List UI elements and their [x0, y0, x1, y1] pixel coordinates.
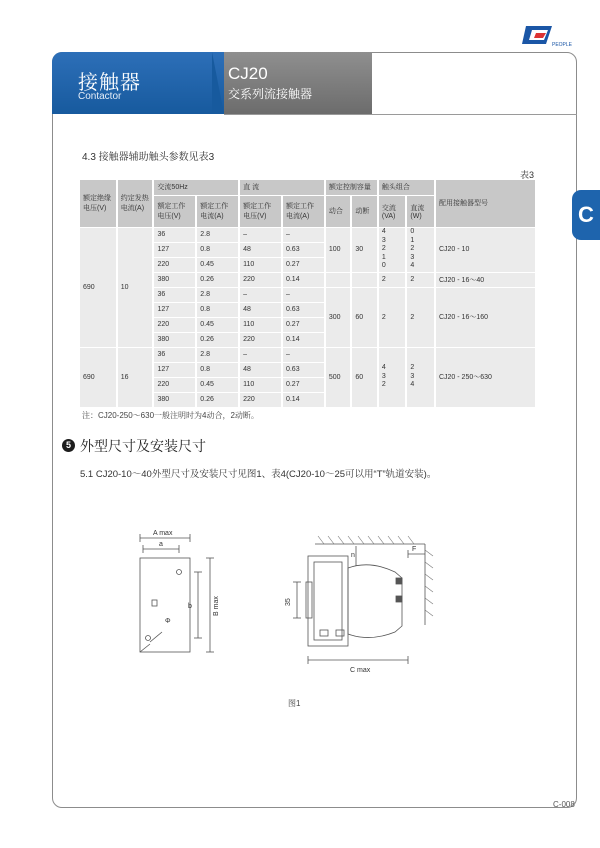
cell: 220 — [239, 272, 282, 287]
cell: 0.63 — [282, 362, 325, 377]
cell: 0.26 — [196, 272, 239, 287]
cell-ins-voltage: 690 — [80, 347, 117, 407]
cell — [325, 272, 352, 287]
cell: 380 — [153, 272, 196, 287]
cell: 127 — [153, 362, 196, 377]
cell-make: 300 — [325, 287, 352, 347]
cell-thermal: 10 — [117, 227, 154, 347]
chapter-tab[interactable]: C — [572, 190, 600, 240]
label-b-max: B max — [213, 596, 220, 616]
header-rule — [224, 114, 577, 115]
cell: – — [282, 287, 325, 302]
col-ac: 交流50Hz — [153, 180, 239, 195]
col-ac-voltage: 额定工作电压(V) — [153, 195, 196, 227]
label-a: a — [159, 541, 163, 548]
col-dc-current: 额定工作电流(A) — [282, 195, 325, 227]
cell: 36 — [153, 347, 196, 362]
cell: 110 — [239, 377, 282, 392]
cell-combo-dc: 0 1 2 3 4 — [406, 227, 435, 272]
col-ac-va: 交流(VA) — [378, 195, 407, 227]
col-rated-ins-voltage: 额定绝缘电压(V) — [80, 180, 117, 227]
cell: 0.26 — [196, 332, 239, 347]
cell: 0.14 — [282, 332, 325, 347]
col-model: 配用接触器型号 — [435, 180, 536, 227]
col-thermal-current: 约定发热电流(A) — [117, 180, 154, 227]
cell: 220 — [153, 257, 196, 272]
cell: 2.8 — [196, 347, 239, 362]
cell: 0.27 — [282, 317, 325, 332]
page-frame — [52, 52, 577, 808]
cell-combo-ac: 4 3 2 1 0 — [378, 227, 407, 272]
col-rated-ctrl: 额定控制容量 — [325, 180, 378, 195]
header-notch — [212, 52, 224, 114]
table-row — [80, 347, 536, 362]
cell: – — [239, 227, 282, 242]
dimension-drawing — [110, 520, 450, 690]
cell — [351, 272, 378, 287]
label-rail: 35 — [285, 598, 292, 606]
cell-ins-voltage: 690 — [80, 227, 117, 347]
cell: 0.45 — [196, 257, 239, 272]
cell: 36 — [153, 287, 196, 302]
cell-combo-ac: 2 — [378, 287, 407, 347]
brand-logo — [522, 24, 572, 50]
aux-contact-table — [80, 180, 537, 408]
cell: 0.14 — [282, 392, 325, 407]
col-contact-combo: 触头组合 — [378, 180, 435, 195]
cell: 0.27 — [282, 377, 325, 392]
col-dc-voltage: 额定工作电压(V) — [239, 195, 282, 227]
cell: 110 — [239, 317, 282, 332]
cell: 220 — [153, 317, 196, 332]
cell: 0.8 — [196, 302, 239, 317]
model-title: CJ20 — [228, 64, 268, 83]
cell-model: CJ20 - 10 — [435, 227, 536, 272]
cell-model: CJ20 - 16～40 — [435, 272, 536, 287]
cell: 220 — [239, 392, 282, 407]
cell-combo-ac: 4 3 2 — [378, 347, 407, 407]
cell-model: CJ20 - 250～630 — [435, 347, 536, 407]
section-4-3-heading: 4.3 接触器辅助触头参数见表3 — [82, 152, 215, 163]
cell-break: 60 — [351, 347, 378, 407]
col-dc: 直 流 — [239, 180, 325, 195]
cell-combo-dc: 2 — [406, 272, 435, 287]
label-n: n — [351, 552, 355, 559]
cell: – — [282, 347, 325, 362]
col-ac-current: 额定工作电流(A) — [196, 195, 239, 227]
col-break: 动断 — [351, 195, 378, 227]
cell-model: CJ20 - 16～160 — [435, 287, 536, 347]
cell: 220 — [153, 377, 196, 392]
cell: – — [239, 287, 282, 302]
col-dc-w: 直流(W) — [406, 195, 435, 227]
section-title-cn: 接触器 — [78, 72, 141, 94]
cell: 48 — [239, 362, 282, 377]
table-row — [80, 227, 536, 242]
model-subtitle: 交系列流接触器 — [228, 87, 313, 101]
cell: 220 — [239, 332, 282, 347]
cell-combo-dc: 2 3 4 — [406, 347, 435, 407]
cell: 127 — [153, 302, 196, 317]
cell: 0.8 — [196, 242, 239, 257]
cell: 380 — [153, 392, 196, 407]
label-b: b — [188, 603, 192, 610]
table-number: 表3 — [520, 170, 535, 180]
cell: 0.45 — [196, 317, 239, 332]
label-c-max: C max — [350, 667, 371, 674]
cell: 0.45 — [196, 377, 239, 392]
cell: 48 — [239, 302, 282, 317]
cell-make: 100 — [325, 227, 352, 272]
cell-break: 30 — [351, 227, 378, 272]
cell: 0.63 — [282, 242, 325, 257]
cell: 0.14 — [282, 272, 325, 287]
cell: 36 — [153, 227, 196, 242]
cell: 2.8 — [196, 287, 239, 302]
cell-combo-ac: 2 — [378, 272, 407, 287]
section-number-badge: 5 — [62, 439, 75, 452]
figure-caption: 图1 — [288, 699, 301, 708]
cell: 0.8 — [196, 362, 239, 377]
label-phi: Φ — [165, 618, 171, 625]
col-make: 动合 — [325, 195, 352, 227]
cell: 127 — [153, 242, 196, 257]
label-f: F — [412, 546, 417, 553]
cell-make: 500 — [325, 347, 352, 407]
cell-break: 60 — [351, 287, 378, 347]
cell: 110 — [239, 257, 282, 272]
section-title-en: Contactor — [78, 91, 122, 102]
cell: 0.63 — [282, 302, 325, 317]
cell: – — [239, 347, 282, 362]
cell: 380 — [153, 332, 196, 347]
label-a-max: A max — [153, 530, 173, 537]
section-5-1-text: 5.1 CJ20-10～40外型尺寸及安装尺寸见图1、表4(CJ20-10～25可以用“T”轨道安装)。 — [80, 469, 437, 480]
section-5-heading: 外型尺寸及安装尺寸 — [80, 438, 206, 454]
cell: 48 — [239, 242, 282, 257]
cell: 0.26 — [196, 392, 239, 407]
table-note: 注：CJ20-250～630一般注明时为4动合，2动断。 — [82, 411, 259, 420]
cell: – — [282, 227, 325, 242]
cell: 2.8 — [196, 227, 239, 242]
cell-combo-dc: 2 — [406, 287, 435, 347]
svg-text:PEOPLE: PEOPLE — [552, 42, 572, 48]
page-number: C-008 — [553, 800, 575, 809]
cell-thermal: 16 — [117, 347, 154, 407]
cell: 0.27 — [282, 257, 325, 272]
